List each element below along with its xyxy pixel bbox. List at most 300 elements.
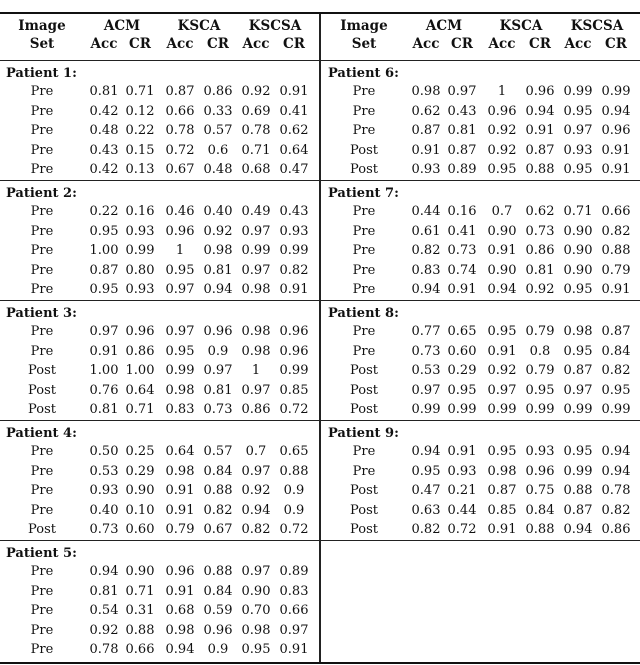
metric-value: 0.92 xyxy=(241,483,271,498)
metric-value: 0.95 xyxy=(165,262,195,278)
metric-value: 0.62 xyxy=(525,204,555,219)
metric-value: 0.73 xyxy=(411,343,441,359)
metric-value: 0.98 xyxy=(165,622,195,638)
image-set-label: Post xyxy=(28,402,56,417)
metric-value: 0.92 xyxy=(487,142,517,158)
metric-value: 0.40 xyxy=(203,204,233,219)
image-set-label: Pre xyxy=(352,84,376,99)
metric-value: 0.82 xyxy=(279,262,309,278)
image-set-label: Pre xyxy=(30,84,54,99)
metric-value: 0.96 xyxy=(525,84,555,99)
metric-value: 0.90 xyxy=(241,583,271,599)
metric-value: 0.82 xyxy=(411,243,441,258)
metric-value: 0.99 xyxy=(487,402,517,417)
metric-value: 0.16 xyxy=(447,204,477,219)
metric-value: 0.84 xyxy=(203,463,233,479)
metric-value: 0.71 xyxy=(125,84,155,99)
table-row xyxy=(322,503,640,523)
metric-value: 0.91 xyxy=(525,123,555,138)
patient-title: Patient 6: xyxy=(328,66,399,81)
table-row xyxy=(0,584,318,604)
metric-value: 0.93 xyxy=(447,463,477,479)
metric-value: 0.93 xyxy=(411,162,441,177)
metric-value: 0.88 xyxy=(525,522,555,537)
image-set-label: Pre xyxy=(352,444,376,459)
metric-value: 0.91 xyxy=(487,522,517,537)
metric-value: 0.99 xyxy=(411,402,441,417)
metric-value: 0.12 xyxy=(125,103,155,119)
metric-value: 0.84 xyxy=(601,343,631,359)
metric-value: 0.72 xyxy=(279,522,309,537)
table-row xyxy=(322,104,640,124)
metric-value: 0.91 xyxy=(165,483,195,498)
metric-value: 0.82 xyxy=(411,522,441,537)
table-header-left xyxy=(0,18,320,58)
metric-value: 0.73 xyxy=(525,223,555,239)
metric-value: 0.91 xyxy=(279,642,309,657)
table-row xyxy=(0,263,318,283)
metric-value: 0.87 xyxy=(601,324,631,339)
metric-value: 1.00 xyxy=(125,363,155,378)
table-row xyxy=(0,522,318,542)
image-set-label: Pre xyxy=(30,162,54,177)
image-set-label: Pre xyxy=(352,262,376,278)
metric-value: 0.6 xyxy=(207,142,229,158)
image-set-label: Pre xyxy=(30,243,54,258)
metric-value: 0.90 xyxy=(125,564,155,579)
metric-value: 0.99 xyxy=(241,243,271,258)
metric-value: 0.90 xyxy=(125,483,155,498)
header-image: Image xyxy=(340,18,388,34)
metric-value: 0.95 xyxy=(601,382,631,398)
metric-value: 0.15 xyxy=(125,142,155,158)
metric-value: 0.25 xyxy=(125,444,155,459)
metric-value: 0.82 xyxy=(203,502,233,518)
header-acc: Acc xyxy=(488,36,516,52)
header-acc: Acc xyxy=(166,36,194,52)
metric-value: 0.97 xyxy=(203,363,233,378)
column-divider xyxy=(319,14,321,662)
metric-value: 0.88 xyxy=(525,162,555,177)
header-acc: Acc xyxy=(564,36,592,52)
table-row xyxy=(0,204,318,224)
header-cr: CR xyxy=(605,36,627,52)
metric-value: 0.93 xyxy=(563,142,593,158)
metric-value: 0.91 xyxy=(165,583,195,599)
metric-value: 0.62 xyxy=(279,123,309,138)
metric-value: 0.96 xyxy=(125,324,155,339)
table-row xyxy=(0,444,318,464)
image-set-label: Pre xyxy=(30,502,54,518)
patient-title: Patient 8: xyxy=(328,306,399,321)
metric-value: 0.96 xyxy=(525,463,555,479)
table-row xyxy=(0,224,318,244)
metric-value: 0.94 xyxy=(601,444,631,459)
header-cr: CR xyxy=(207,36,229,52)
metric-value: 0.53 xyxy=(89,463,119,479)
metric-value: 0.94 xyxy=(203,282,233,297)
metric-value: 0.94 xyxy=(411,282,441,297)
metric-value: 0.71 xyxy=(563,204,593,219)
table-row xyxy=(322,383,640,403)
metric-value: 0.82 xyxy=(601,223,631,239)
table-row xyxy=(322,84,640,104)
metric-value: 0.78 xyxy=(89,642,119,657)
metric-value: 0.99 xyxy=(279,363,309,378)
table-row xyxy=(0,104,318,124)
table-row xyxy=(322,204,640,224)
metric-value: 0.10 xyxy=(125,502,155,518)
metric-value: 0.92 xyxy=(241,84,271,99)
table-row xyxy=(322,324,640,344)
metric-value: 0.43 xyxy=(89,142,119,158)
metric-value: 0.86 xyxy=(601,522,631,537)
metric-value: 0.96 xyxy=(165,223,195,239)
metric-value: 0.81 xyxy=(89,84,119,99)
metric-value: 0.57 xyxy=(203,444,233,459)
metric-value: 0.98 xyxy=(165,382,195,398)
metric-value: 0.91 xyxy=(601,282,631,297)
metric-value: 0.42 xyxy=(89,162,119,177)
metric-value: 0.97 xyxy=(563,123,593,138)
image-set-label: Pre xyxy=(30,223,54,239)
table-row xyxy=(322,444,640,464)
metric-value: 0.81 xyxy=(203,262,233,278)
metric-value: 0.83 xyxy=(279,583,309,599)
metric-value: 0.73 xyxy=(89,522,119,537)
metric-value: 0.98 xyxy=(563,324,593,339)
metric-value: 0.94 xyxy=(487,282,517,297)
metric-value: 0.96 xyxy=(279,324,309,339)
metric-value: 0.62 xyxy=(411,103,441,119)
patient-title: Patient 9: xyxy=(328,426,399,441)
table-row xyxy=(322,243,640,263)
metric-value: 0.63 xyxy=(411,502,441,518)
metric-value: 0.29 xyxy=(125,463,155,479)
metric-value: 0.66 xyxy=(165,103,195,119)
metric-value: 0.94 xyxy=(601,103,631,119)
metric-value: 0.41 xyxy=(279,103,309,119)
metric-value: 0.94 xyxy=(563,522,593,537)
metric-value: 0.97 xyxy=(563,382,593,398)
metric-value: 0.57 xyxy=(203,123,233,138)
metric-value: 0.88 xyxy=(125,622,155,638)
metric-value: 0.33 xyxy=(203,103,233,119)
metric-value: 0.50 xyxy=(89,444,119,459)
metric-value: 0.13 xyxy=(125,162,155,177)
metric-value: 0.88 xyxy=(601,243,631,258)
metric-value: 0.76 xyxy=(89,382,119,398)
table-row xyxy=(0,162,318,182)
image-set-label: Post xyxy=(350,402,378,417)
metric-value: 0.86 xyxy=(525,243,555,258)
metric-value: 0.92 xyxy=(89,622,119,638)
metric-value: 0.93 xyxy=(525,444,555,459)
metric-value: 0.96 xyxy=(279,343,309,359)
metric-value: 0.95 xyxy=(563,282,593,297)
metric-value: 0.9 xyxy=(207,343,229,359)
patient-title: Patient 5: xyxy=(6,546,77,561)
image-set-label: Pre xyxy=(352,343,376,359)
metric-value: 0.97 xyxy=(165,324,195,339)
metric-value: 0.91 xyxy=(487,243,517,258)
metric-value: 0.87 xyxy=(563,502,593,518)
image-set-label: Post xyxy=(350,363,378,378)
table-row xyxy=(0,483,318,503)
metric-value: 0.99 xyxy=(563,84,593,99)
metric-value: 0.91 xyxy=(447,282,477,297)
metric-value: 0.91 xyxy=(411,142,441,158)
metric-value: 0.71 xyxy=(125,402,155,417)
metric-value: 0.86 xyxy=(241,402,271,417)
header-acc: Acc xyxy=(242,36,270,52)
image-set-label: Post xyxy=(28,363,56,378)
image-set-label: Pre xyxy=(30,603,54,618)
metric-value: 0.71 xyxy=(241,142,271,158)
metric-value: 0.90 xyxy=(563,223,593,239)
metric-value: 0.90 xyxy=(487,262,517,278)
metric-value: 0.47 xyxy=(279,162,309,177)
metric-value: 0.78 xyxy=(241,123,271,138)
metric-value: 0.89 xyxy=(279,564,309,579)
metric-value: 0.79 xyxy=(525,324,555,339)
metric-value: 0.81 xyxy=(525,262,555,278)
image-set-label: Pre xyxy=(30,123,54,138)
image-set-label: Pre xyxy=(352,223,376,239)
table-header-right xyxy=(322,18,640,58)
metric-value: 0.78 xyxy=(165,123,195,138)
table-row xyxy=(0,464,318,484)
metric-value: 0.91 xyxy=(487,343,517,359)
header-cr: CR xyxy=(529,36,551,52)
metric-value: 0.41 xyxy=(447,223,477,239)
patient-title: Patient 3: xyxy=(6,306,77,321)
metric-value: 0.87 xyxy=(411,123,441,138)
image-set-label: Pre xyxy=(352,103,376,119)
metric-value: 0.96 xyxy=(165,564,195,579)
table-row xyxy=(322,464,640,484)
metric-value: 0.91 xyxy=(89,343,119,359)
metric-value: 0.98 xyxy=(203,243,233,258)
image-set-label: Post xyxy=(350,142,378,158)
metric-value: 0.53 xyxy=(411,363,441,378)
image-set-label: Pre xyxy=(30,564,54,579)
metric-value: 0.44 xyxy=(411,204,441,219)
table-row xyxy=(322,123,640,143)
metric-value: 0.59 xyxy=(203,603,233,618)
image-set-label: Post xyxy=(350,502,378,518)
table-row xyxy=(0,344,318,364)
metric-value: 0.43 xyxy=(279,204,309,219)
metric-value: 0.68 xyxy=(165,603,195,618)
metric-value: 0.96 xyxy=(203,622,233,638)
metric-value: 0.84 xyxy=(203,583,233,599)
metric-value: 0.87 xyxy=(447,142,477,158)
image-set-label: Pre xyxy=(352,463,376,479)
metric-value: 0.92 xyxy=(525,282,555,297)
metric-value: 0.94 xyxy=(525,103,555,119)
table-row xyxy=(0,324,318,344)
metric-value: 0.9 xyxy=(283,483,305,498)
header-cr: CR xyxy=(451,36,473,52)
table-row xyxy=(0,402,318,422)
metric-value: 1.00 xyxy=(89,363,119,378)
image-set-label: Pre xyxy=(30,142,54,158)
metric-value: 0.64 xyxy=(279,142,309,158)
metric-value: 0.66 xyxy=(125,642,155,657)
table-row xyxy=(322,522,640,542)
metric-value: 0.97 xyxy=(487,382,517,398)
metric-value: 0.81 xyxy=(447,123,477,138)
metric-value: 0.87 xyxy=(165,84,195,99)
metric-value: 0.82 xyxy=(601,363,631,378)
metric-value: 0.93 xyxy=(125,223,155,239)
metric-value: 0.93 xyxy=(279,223,309,239)
image-set-label: Pre xyxy=(30,444,54,459)
metric-value: 0.88 xyxy=(279,463,309,479)
metric-value: 0.8 xyxy=(529,343,551,359)
metric-value: 0.67 xyxy=(165,162,195,177)
header-cr: CR xyxy=(129,36,151,52)
metric-value: 0.98 xyxy=(241,282,271,297)
metric-value: 0.95 xyxy=(563,162,593,177)
table-row xyxy=(0,143,318,163)
header-acm: ACM xyxy=(103,18,141,34)
header-cr: CR xyxy=(283,36,305,52)
metric-value: 0.97 xyxy=(411,382,441,398)
metric-value: 0.9 xyxy=(283,502,305,518)
metric-value: 0.72 xyxy=(165,142,195,158)
metric-value: 0.7 xyxy=(245,444,267,459)
table-row xyxy=(0,503,318,523)
metric-value: 0.97 xyxy=(241,223,271,239)
table-row xyxy=(322,263,640,283)
metric-value: 0.91 xyxy=(601,162,631,177)
metric-value: 0.99 xyxy=(563,402,593,417)
metric-value: 0.99 xyxy=(525,402,555,417)
bottom-rule xyxy=(0,662,640,664)
metric-value: 0.40 xyxy=(89,502,119,518)
metric-value: 0.96 xyxy=(487,103,517,119)
metric-value: 0.75 xyxy=(525,483,555,498)
metric-value: 0.73 xyxy=(203,402,233,417)
metric-value: 0.89 xyxy=(447,162,477,177)
table-row xyxy=(0,363,318,383)
metric-value: 0.97 xyxy=(241,382,271,398)
patient-title: Patient 7: xyxy=(328,186,399,201)
metric-value: 0.99 xyxy=(601,84,631,99)
metric-value: 0.43 xyxy=(447,103,477,119)
metric-value: 0.95 xyxy=(487,444,517,459)
header-ksca: KSCA xyxy=(177,18,221,34)
metric-value: 1 xyxy=(251,363,261,378)
metric-value: 0.97 xyxy=(165,282,195,297)
metric-value: 0.7 xyxy=(491,204,513,219)
image-set-label: Post xyxy=(28,522,56,537)
metric-value: 0.91 xyxy=(279,84,309,99)
metric-value: 0.22 xyxy=(125,123,155,138)
image-set-label: Pre xyxy=(352,204,376,219)
image-set-label: Pre xyxy=(352,282,376,297)
table-row xyxy=(322,224,640,244)
metric-value: 0.66 xyxy=(279,603,309,618)
metric-value: 0.90 xyxy=(563,243,593,258)
header-acc: Acc xyxy=(412,36,440,52)
metric-value: 0.96 xyxy=(601,123,631,138)
header-acm: ACM xyxy=(425,18,463,34)
metric-value: 0.94 xyxy=(89,564,119,579)
image-set-label: Pre xyxy=(30,282,54,297)
metric-value: 0.86 xyxy=(203,84,233,99)
metric-value: 0.98 xyxy=(411,84,441,99)
metric-value: 0.95 xyxy=(563,343,593,359)
image-set-label: Pre xyxy=(30,103,54,119)
metric-value: 0.97 xyxy=(447,84,477,99)
metric-value: 0.42 xyxy=(89,103,119,119)
metric-value: 0.87 xyxy=(563,363,593,378)
image-set-label: Post xyxy=(350,382,378,398)
metric-value: 0.91 xyxy=(165,502,195,518)
table-row xyxy=(322,363,640,383)
metric-value: 0.64 xyxy=(125,382,155,398)
table-row xyxy=(0,603,318,623)
metric-value: 0.93 xyxy=(125,282,155,297)
table-row xyxy=(0,564,318,584)
metric-value: 0.65 xyxy=(447,324,477,339)
metric-value: 0.48 xyxy=(203,162,233,177)
header-kscsa: KSCSA xyxy=(570,18,624,34)
metric-value: 0.95 xyxy=(525,382,555,398)
metric-value: 0.73 xyxy=(447,243,477,258)
metric-value: 0.97 xyxy=(241,564,271,579)
metric-value: 0.92 xyxy=(203,223,233,239)
table-row xyxy=(322,282,640,302)
metric-value: 0.99 xyxy=(279,243,309,258)
table-row xyxy=(322,344,640,364)
image-set-label: Post xyxy=(350,522,378,537)
metric-value: 0.94 xyxy=(601,463,631,479)
image-set-label: Pre xyxy=(30,343,54,359)
metric-value: 0.60 xyxy=(447,343,477,359)
image-set-label: Pre xyxy=(30,463,54,479)
metric-value: 0.61 xyxy=(411,223,441,239)
metric-value: 0.97 xyxy=(241,463,271,479)
metric-value: 0.97 xyxy=(279,622,309,638)
table-row xyxy=(322,483,640,503)
metric-value: 0.95 xyxy=(89,282,119,297)
metric-value: 0.66 xyxy=(601,204,631,219)
metric-value: 0.47 xyxy=(411,483,441,498)
metric-value: 0.94 xyxy=(241,502,271,518)
image-set-label: Pre xyxy=(352,243,376,258)
metric-value: 0.95 xyxy=(447,382,477,398)
metric-value: 0.88 xyxy=(203,483,233,498)
metric-value: 0.94 xyxy=(411,444,441,459)
metric-value: 0.95 xyxy=(487,162,517,177)
metric-value: 0.86 xyxy=(125,343,155,359)
patient-title: Patient 2: xyxy=(6,186,77,201)
metric-value: 0.91 xyxy=(447,444,477,459)
image-set-label: Pre xyxy=(30,262,54,278)
metric-value: 0.95 xyxy=(563,444,593,459)
metric-value: 0.82 xyxy=(241,522,271,537)
metric-value: 0.79 xyxy=(165,522,195,537)
metric-value: 0.9 xyxy=(207,642,229,657)
image-set-label: Pre xyxy=(352,123,376,138)
image-set-label: Pre xyxy=(30,324,54,339)
metric-value: 0.88 xyxy=(563,483,593,498)
image-set-label: Post xyxy=(28,382,56,398)
